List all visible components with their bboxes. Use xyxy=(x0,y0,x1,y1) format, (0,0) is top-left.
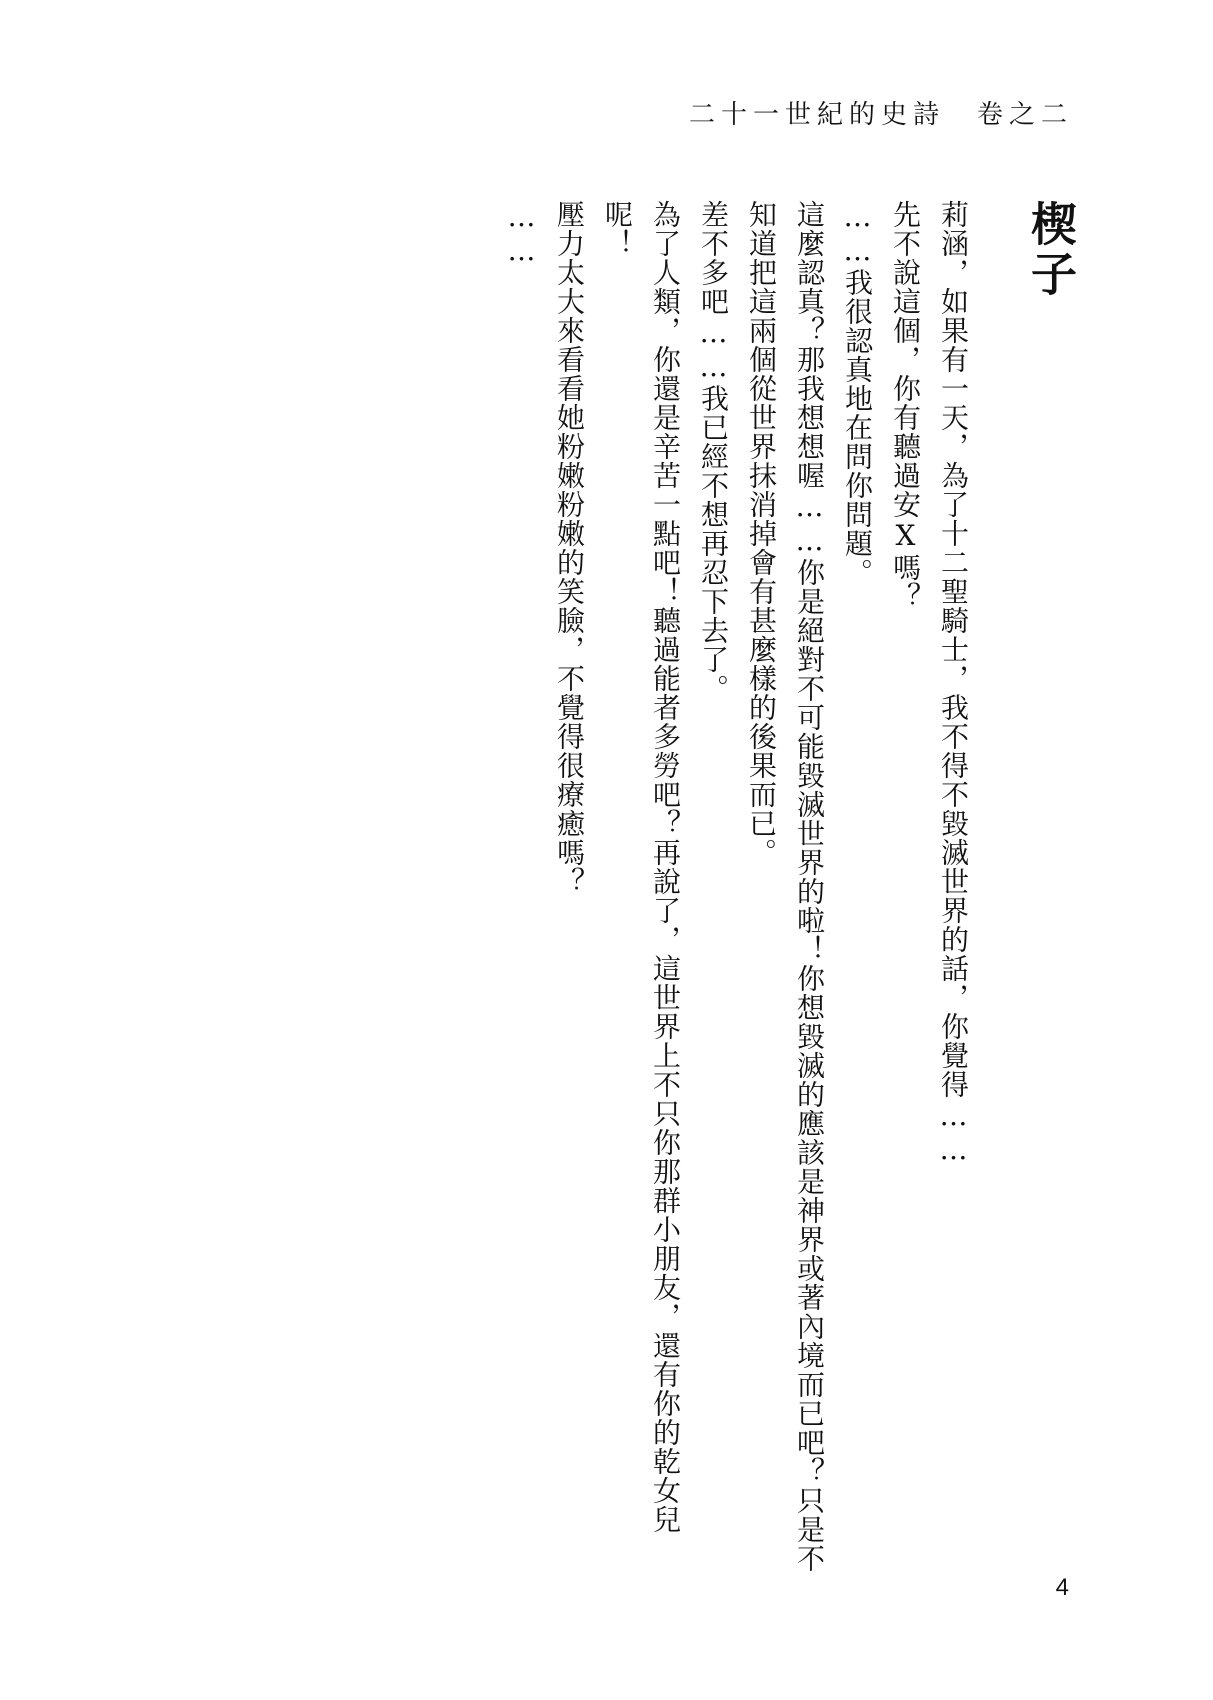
vertical-text-body xyxy=(497,200,1078,1580)
page-number: 4 xyxy=(1055,1574,1069,1601)
paragraph-6: 為了人類，你還是辛苦一點吧！聽過能者多勞吧？再說了，這世界上不只你那群小朋友，還有你的乾女兒呢！ xyxy=(601,200,682,1534)
paragraph-3: ……我很認真地在問你問題。 xyxy=(841,200,874,587)
paragraph-2: 先不說這個，你有聽過安X嗎？ xyxy=(889,200,922,611)
running-header: 二十一世紀的史詩 卷之二 xyxy=(688,100,1073,130)
paragraph-4: 這麼認真？那我想想喔……你是絕對不可能毀滅世界的啦！你想毀滅的應該是神界或著內境而已吧？只是不知道把這兩個從世界抹消掉會有甚麼樣的後果而已。 xyxy=(745,200,826,1573)
paragraph-5: 差不多吧……我已經不想再忍下去了。 xyxy=(697,200,730,703)
paragraph-8: …… xyxy=(505,200,538,268)
chapter-title: 楔子 xyxy=(1024,200,1078,300)
paragraph-1: 莉涵，如果有一天，為了十二聖騎士，我不得不毀滅世界的話，你覺得…… xyxy=(937,200,970,1167)
paragraph-7: 壓力太大來看看她粉嫩粉嫩的笑臉，不覺得很療癒嗎？ xyxy=(553,200,586,896)
